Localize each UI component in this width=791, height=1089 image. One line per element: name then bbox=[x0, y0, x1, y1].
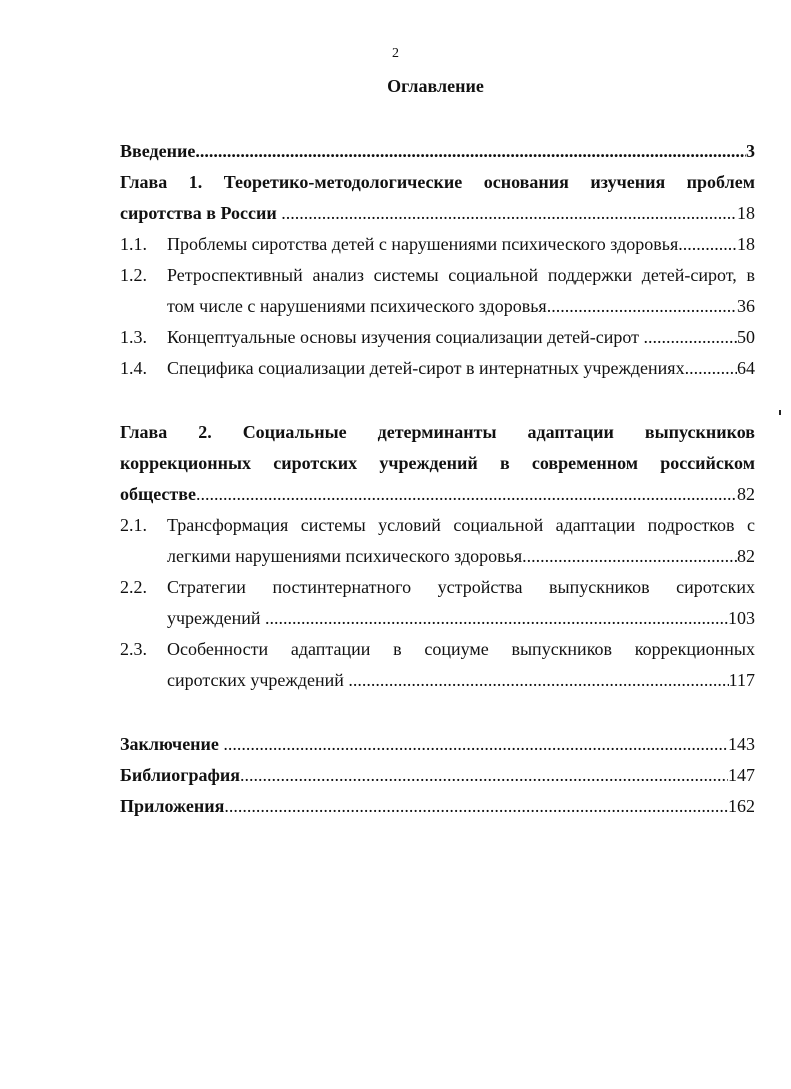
toc-entry-label: легкими нарушениями психического здоровья bbox=[167, 546, 523, 566]
title-word: системы bbox=[373, 265, 439, 285]
leader-dots bbox=[195, 140, 746, 162]
toc-entry-section-1-3[interactable] bbox=[167, 326, 755, 348]
chapter1-title-line1[interactable] bbox=[120, 171, 755, 193]
toc-entry-page: 147 bbox=[728, 765, 755, 785]
toc-entry-page: 117 bbox=[728, 670, 755, 690]
title-word: Особенности bbox=[167, 639, 269, 659]
title-word: Глава bbox=[120, 172, 168, 192]
toc-entry-bibliography[interactable] bbox=[120, 764, 755, 786]
title-word: сиротских bbox=[273, 453, 358, 473]
toc-entry-label: Проблемы сиротства детей с нарушениями психического здоровья bbox=[167, 234, 679, 254]
toc-entry-page: 103 bbox=[728, 608, 755, 628]
title-word: социальной bbox=[453, 515, 544, 535]
title-word: Глава bbox=[120, 422, 168, 442]
toc-entry-label: учреждений bbox=[167, 608, 266, 628]
toc-entry-appendices[interactable] bbox=[120, 795, 755, 817]
toc-entry-section-1-2-line2[interactable] bbox=[167, 295, 755, 317]
toc-entry-section-2-2-line2[interactable] bbox=[167, 607, 755, 629]
scan-artifact-mark bbox=[779, 410, 781, 415]
title-word: постинтернатного bbox=[272, 577, 412, 597]
toc-entry-label: Заключение bbox=[120, 734, 224, 754]
title-word: устройства bbox=[437, 577, 523, 597]
toc-entry-label: Концептуальные основы изучения социализации детей-сирот ... bbox=[167, 327, 657, 347]
title-word: в bbox=[746, 265, 755, 285]
chapter2-title-line2[interactable] bbox=[120, 452, 755, 474]
title-word: Теоретико-методологические bbox=[223, 172, 463, 192]
toc-entry-label: Специфика социализации детей-сирот в интернатных учреждениях bbox=[167, 358, 685, 378]
section-number: 1.2. bbox=[120, 265, 147, 285]
toc-entry-page: 36 bbox=[737, 296, 755, 316]
leader-dots bbox=[522, 545, 737, 567]
leader-dots bbox=[265, 607, 728, 629]
title-word: поддержки bbox=[547, 265, 633, 285]
title-word: детерминанты bbox=[377, 422, 497, 442]
title-word: выпускников bbox=[644, 422, 755, 442]
toc-entry-section-2-3-line1[interactable] bbox=[167, 638, 755, 660]
title-word: подростков bbox=[647, 515, 735, 535]
leader-dots bbox=[657, 326, 737, 348]
toc-entry-page: 64 bbox=[737, 358, 755, 378]
title-word: коррекционных bbox=[120, 453, 252, 473]
toc-entry-label: обществе bbox=[120, 484, 196, 504]
section-number: 2.3. bbox=[120, 639, 147, 659]
title-word: Ретроспективный bbox=[167, 265, 303, 285]
toc-entry-page: 82 bbox=[737, 484, 755, 504]
title-word: адаптации bbox=[555, 515, 636, 535]
title-word: социальной bbox=[448, 265, 539, 285]
toc-entry-page: 82 bbox=[737, 546, 755, 566]
toc-title: Оглавление bbox=[387, 76, 484, 96]
chapter1-title-line2[interactable] bbox=[120, 202, 755, 224]
title-word: Трансформация bbox=[167, 515, 289, 535]
leader-dots bbox=[224, 795, 728, 817]
title-word: российском bbox=[660, 453, 755, 473]
title-word: анализ bbox=[312, 265, 364, 285]
toc-entry-page: 50 bbox=[737, 327, 755, 347]
toc-entry-section-2-1-line2[interactable] bbox=[167, 545, 755, 567]
title-word: 1. bbox=[188, 172, 203, 192]
toc-entry-label: Библиография bbox=[120, 765, 241, 785]
title-word: в bbox=[499, 453, 510, 473]
chapter2-title-line1[interactable] bbox=[120, 421, 755, 443]
toc-entry-section-2-2-line1[interactable] bbox=[167, 576, 755, 598]
toc-entry-page: 162 bbox=[728, 796, 755, 816]
leader-dots bbox=[547, 295, 737, 317]
toc-entry-section-2-3-line2[interactable] bbox=[167, 669, 755, 691]
title-word: адаптации bbox=[290, 639, 371, 659]
section-number: 1.4. bbox=[120, 358, 147, 378]
title-word: проблем bbox=[686, 172, 755, 192]
title-word: с bbox=[746, 515, 755, 535]
page-number: 2 bbox=[392, 46, 399, 61]
toc-entry-section-2-1-line1[interactable] bbox=[167, 514, 755, 536]
leader-dots bbox=[678, 233, 737, 255]
title-word: основания bbox=[483, 172, 569, 192]
toc-entry-section-1-4[interactable] bbox=[167, 357, 755, 379]
title-word: сиротских bbox=[676, 577, 755, 597]
title-word: коррекционных bbox=[634, 639, 755, 659]
title-word: в bbox=[393, 639, 402, 659]
toc-entry-page: 143 bbox=[728, 734, 755, 754]
section-number: 1.1. bbox=[120, 234, 147, 254]
leader-dots bbox=[348, 669, 728, 691]
toc-entry-page: 18 bbox=[737, 234, 755, 254]
title-word: Стратегии bbox=[167, 577, 246, 597]
toc-entry-conclusion[interactable] bbox=[120, 733, 755, 755]
title-word: условий bbox=[378, 515, 441, 535]
title-word: Социальные bbox=[242, 422, 347, 442]
leader-dots bbox=[223, 733, 728, 755]
title-word: учреждений bbox=[379, 453, 478, 473]
toc-entry-label: Введение bbox=[120, 141, 196, 161]
title-word: изучения bbox=[590, 172, 666, 192]
title-word: 2. bbox=[198, 422, 212, 442]
chapter2-title-line3[interactable] bbox=[120, 483, 755, 505]
toc-entry-page: 18 bbox=[737, 203, 755, 223]
title-word: выпускников bbox=[511, 639, 613, 659]
section-number: 1.3. bbox=[120, 327, 147, 347]
section-number: 2.1. bbox=[120, 515, 147, 535]
toc-entry-label: Приложения bbox=[120, 796, 225, 816]
toc-entry-section-1-1[interactable] bbox=[167, 233, 755, 255]
title-word: адаптации bbox=[527, 422, 614, 442]
leader-dots bbox=[196, 483, 737, 505]
title-word: выпускников bbox=[549, 577, 650, 597]
toc-entry-page: 3 bbox=[746, 141, 755, 161]
toc-entry-label: том числе с нарушениями психического здоровья bbox=[167, 296, 547, 316]
toc-entry-label: сиротства в России bbox=[120, 203, 282, 223]
leader-dots bbox=[240, 764, 728, 786]
leader-dots bbox=[281, 202, 737, 224]
toc-entry-intro[interactable] bbox=[120, 140, 755, 162]
title-word: социуме bbox=[424, 639, 489, 659]
leader-dots bbox=[685, 357, 737, 379]
toc-entry-section-1-2-line1[interactable] bbox=[167, 264, 755, 286]
toc-entry-label: сиротских учреждений bbox=[167, 670, 349, 690]
title-word: детей-сирот, bbox=[641, 265, 737, 285]
section-number: 2.2. bbox=[120, 577, 147, 597]
title-word: современном bbox=[531, 453, 639, 473]
title-word: системы bbox=[300, 515, 366, 535]
